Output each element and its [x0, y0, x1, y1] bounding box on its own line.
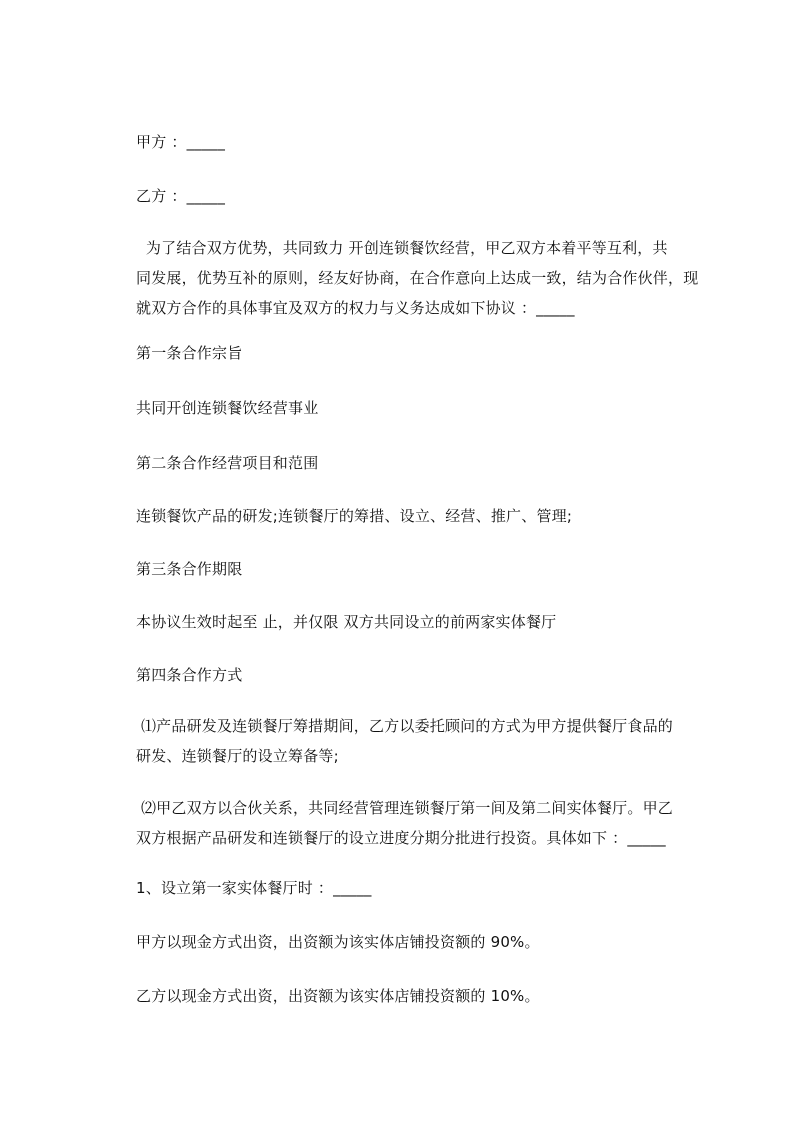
item-2-line-2: 双方根据产品研发和连锁餐厅的设立进度分期分批进行投资。具体如下 ：_____ [136, 829, 666, 847]
item-2-line-1: ⑵甲乙双方以合伙关系，共同经营管理连锁餐厅第一间及第二间实体餐厅。甲乙 [136, 799, 673, 817]
party-a-line: 甲方 ：_____ [136, 133, 226, 151]
article-4-title: 第四条合作方式 [136, 666, 243, 684]
article-2-body: 连锁餐饮产品的研发;连锁餐厅的筹措、设立、经营、推广、管理; [136, 507, 573, 525]
party-b-line: 乙方 ：_____ [136, 187, 226, 205]
sub-1-party-a: 甲方以现金方式出资，出资额为该实体店铺投资额的 90%。 [136, 933, 540, 951]
item-1-line-2: 研发、连锁餐厅的设立筹备等; [136, 747, 339, 765]
article-1-body: 共同开创连锁餐饮经营事业 [136, 399, 319, 417]
article-4-item-2 [136, 793, 696, 853]
article-1-title: 第一条合作宗旨 [136, 344, 243, 362]
sub-1-party-b: 乙方以现金方式出资，出资额为该实体店铺投资额的 10%。 [136, 987, 540, 1005]
article-3-body: 本协议生效时起至 止，并仅限 双方共同设立的前两家实体餐厅 [136, 613, 557, 631]
article-4-item-1 [136, 711, 696, 771]
intro-paragraph [136, 233, 699, 323]
article-3-title: 第三条合作期限 [136, 560, 243, 578]
intro-line-3: 就双方合作的具体事宜及双方的权力与义务达成如下协议 ：_____ [136, 299, 575, 317]
article-2-title: 第二条合作经营项目和范围 [136, 454, 319, 472]
item-1-line-1: ⑴产品研发及连锁餐厅筹措期间，乙方以委托顾问的方式为甲方提供餐厅食品的 [136, 717, 673, 735]
intro-line-2: 同发展，优势互补的原则，经友好协商，在合作意向上达成一致，结为合作伙伴，现 [136, 269, 699, 287]
intro-line-1: 为了结合双方优势，共同致力 开创连锁餐饮经营，甲乙双方本着平等互利，共 [136, 239, 668, 257]
sub-1-title: 1、设立第一家实体餐厅时 ：_____ [136, 879, 372, 897]
